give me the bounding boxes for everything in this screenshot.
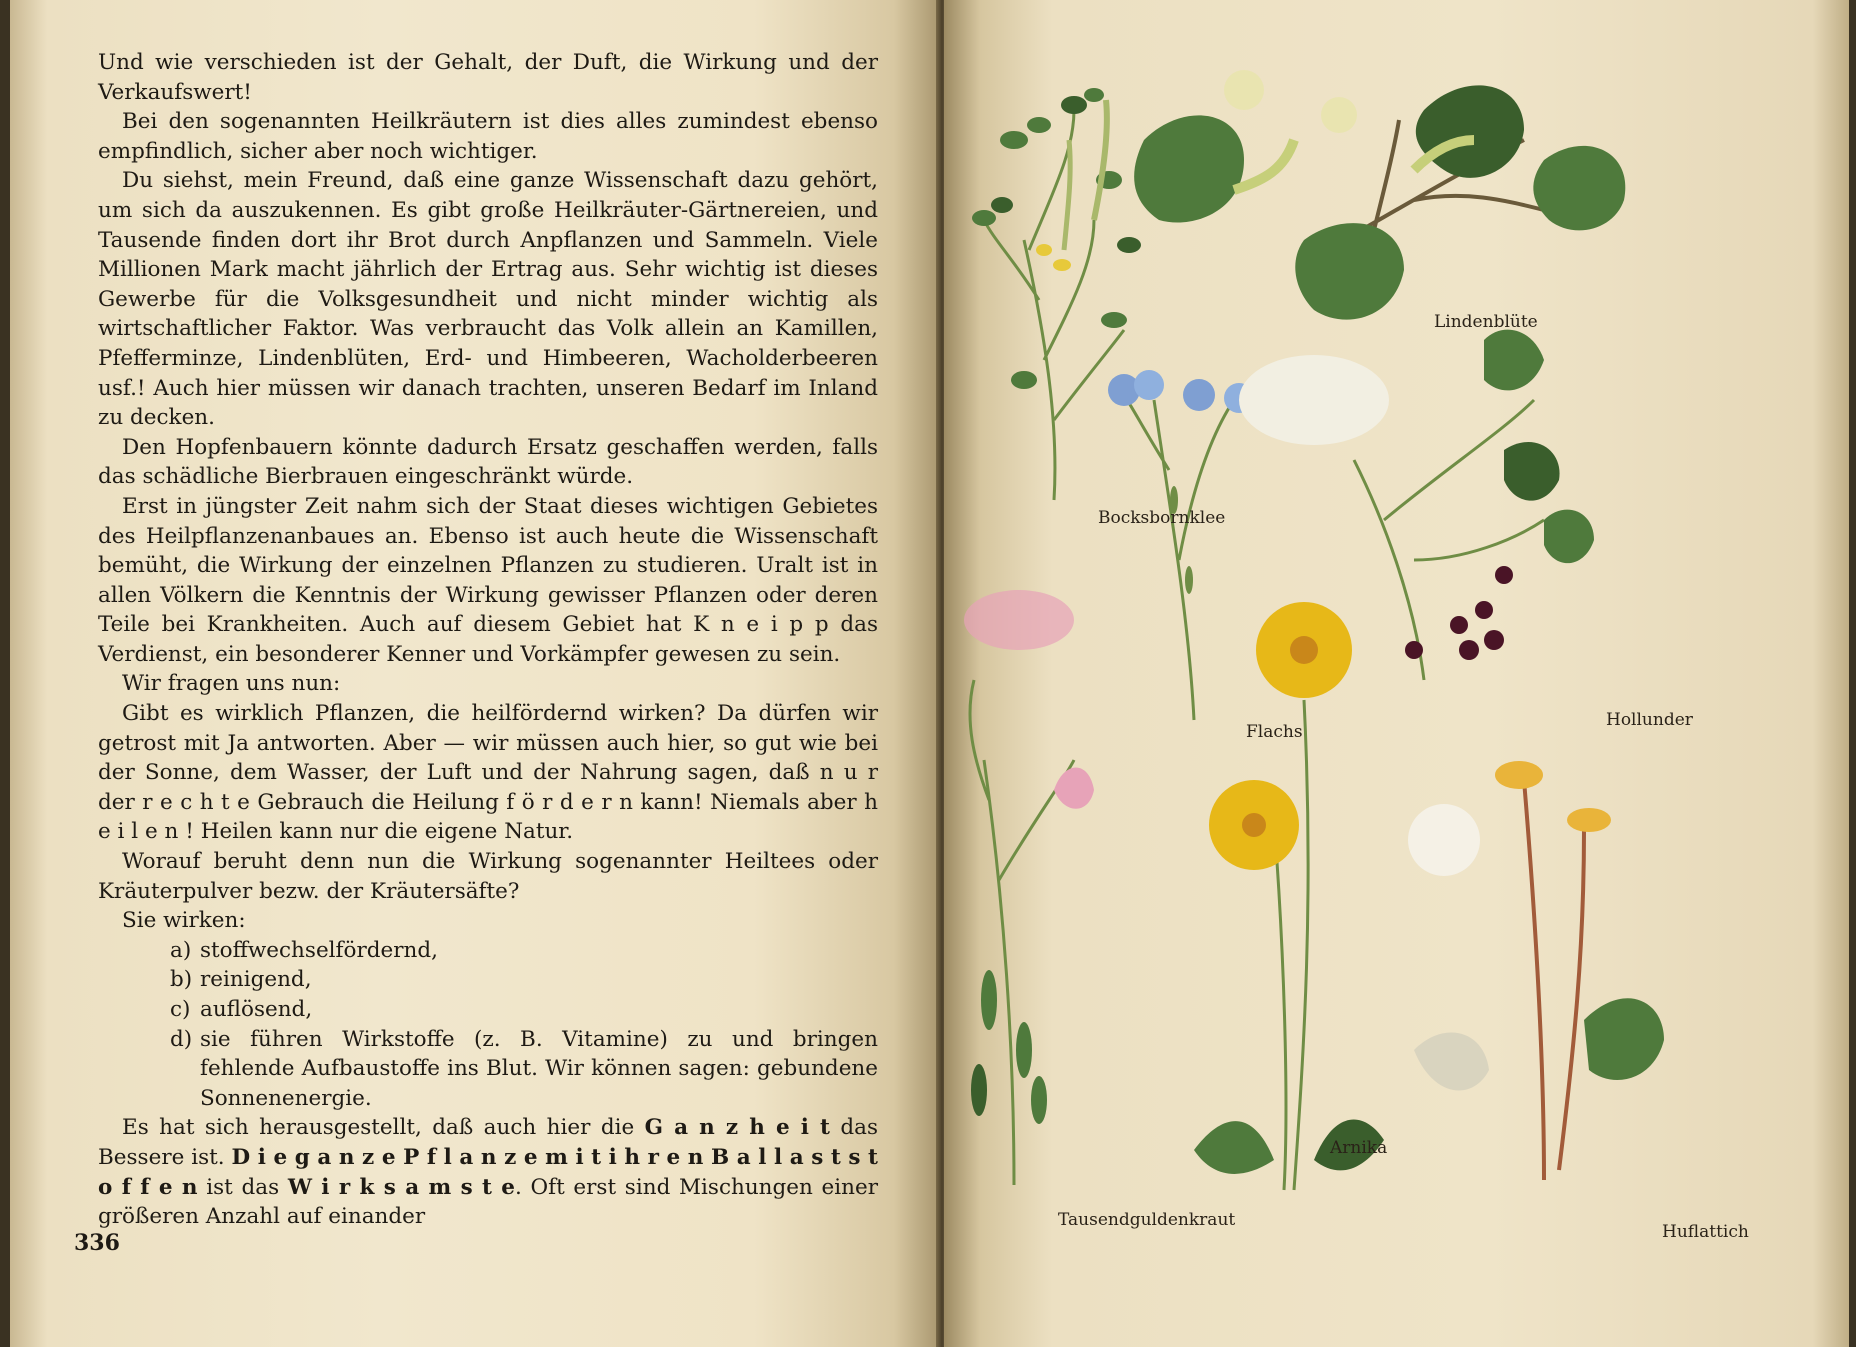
paragraph-final: Es hat sich herausgestellt, daß auch hier die G a n z h e i t das Bessere ist. D i e g a n z e P f l a n z e m i t i h r e n B a l l a s t s t o f f e n ist das W i r k s a m s t e. Oft erst sind Mischungen einer größeren Anzahl auf einander bbox=[98, 1115, 879, 1230]
caption-tausendguldenkraut: Tausendguldenkraut bbox=[1058, 1210, 1236, 1230]
flachs-illustration bbox=[1108, 370, 1254, 720]
paragraph-7: Gibt es wirklich Pflanzen, die heilfördernd wirken? Da dürfen wir getrost mit Ja antworten. Aber — wir müssen auch hier, so gut wie bei der Sonne, dem Wasser, der Luft und der Nahrung sagen, daß n u r der r e c h t e Gebrauch die Heilung f ö r d e r n kann! Niemals aber h e i l e n ! Heilen kann nur die eigene Natur. bbox=[98, 701, 878, 845]
page-number: 336 bbox=[74, 1230, 120, 1256]
paragraph-2: Bei den sogenannten Heilkräutern ist dies alles zumindest ebenso empfindlich, sicher aber noch wichtiger. bbox=[98, 109, 878, 164]
body-text bbox=[98, 48, 878, 1232]
paragraph-5: Erst in jüngster Zeit nahm sich der Staat dieses wichtigen Gebietes des Heilpflanzenanbaues an. Ebenso ist auch heute die Wissenschaft bemüht, die Wirkung der einzelnen Pflanzen zu studieren. Uralt ist in allen Völkern die Kenntnis der Wirkung gewisser Pflanzen oder deren Teile bei Krankheiten. Auch auf diesem Gebiet hat K n e i p p das Verdienst, ein besonderer Kenner und Vorkämpfer gewesen zu sein. bbox=[98, 493, 878, 667]
caption-huflattich: Huflattich bbox=[1662, 1222, 1749, 1242]
list-item: b) reinigend, bbox=[170, 967, 312, 993]
lindenbluete-illustration bbox=[1134, 70, 1625, 320]
paragraph-3: Du siehst, mein Freund, daß eine ganze Wissenschaft dazu gehört, um sich da auszukennen. Es gibt große Heilkräuter-Gärtnereien, und Tausende finden dort ihr Brot durch Anpflanzen und Sammeln. Viele Millionen Mark macht jährlich der Ertrag aus. Sehr wichtig ist dieses Gewerbe für die Volksgesundheit und nicht minder wichtig als wirtschaftlicher Faktor. Was verbraucht das Volk allein an Kamillen, Pfefferminze, Lindenblüten, Erd- und Himbeeren, Wacholderbeeren usf.! Auch hier müssen wir danach trachten, unseren Bedarf im Inland zu decken. bbox=[98, 168, 878, 431]
effects-list bbox=[98, 936, 878, 1114]
caption-lindenbluete: Lindenblüte bbox=[1434, 312, 1538, 332]
list-item: c) auflösend, bbox=[170, 997, 313, 1022]
paragraph-4: Den Hopfenbauern könnte dadurch Ersatz geschaffen werden, falls das schädliche Bierbrauen eingeschränkt würde. bbox=[98, 434, 878, 490]
paragraph-1: Und wie verschieden ist der Gehalt, der Duft, die Wirkung und der Verkaufswert! bbox=[98, 50, 878, 105]
caption-arnika: Arnika bbox=[1330, 1138, 1388, 1158]
botanical-plate bbox=[944, 0, 1849, 1347]
arnika-illustration bbox=[1194, 602, 1384, 1190]
huflattich-illustration bbox=[1408, 761, 1664, 1180]
paragraph-6: Wir fragen uns nun: bbox=[122, 671, 341, 697]
bockshornklee-illustration bbox=[972, 88, 1141, 500]
list-item: d) sie führen Wirkstoffe (z. B. Vitamine) zu und bringen fehlende Aufbaustoffe ins Blut. Wir können sagen: gebundene Sonnenenergie. bbox=[170, 1026, 878, 1111]
tausendguldenkraut-illustration bbox=[964, 590, 1094, 1185]
paragraph-9: Sie wirken: bbox=[122, 908, 246, 934]
caption-bockshornklee: Bocksbornklee bbox=[1098, 508, 1226, 528]
caption-hollunder: Hollunder bbox=[1606, 710, 1693, 730]
list-item: a) stoffwechselfördernd, bbox=[170, 937, 438, 963]
paragraph-8: Worauf beruht denn nun die Wirkung sogenannter Heiltees oder Kräuterpulver bezw. der Kräutersäfte? bbox=[98, 849, 878, 904]
caption-flachs: Flachs bbox=[1246, 722, 1303, 742]
